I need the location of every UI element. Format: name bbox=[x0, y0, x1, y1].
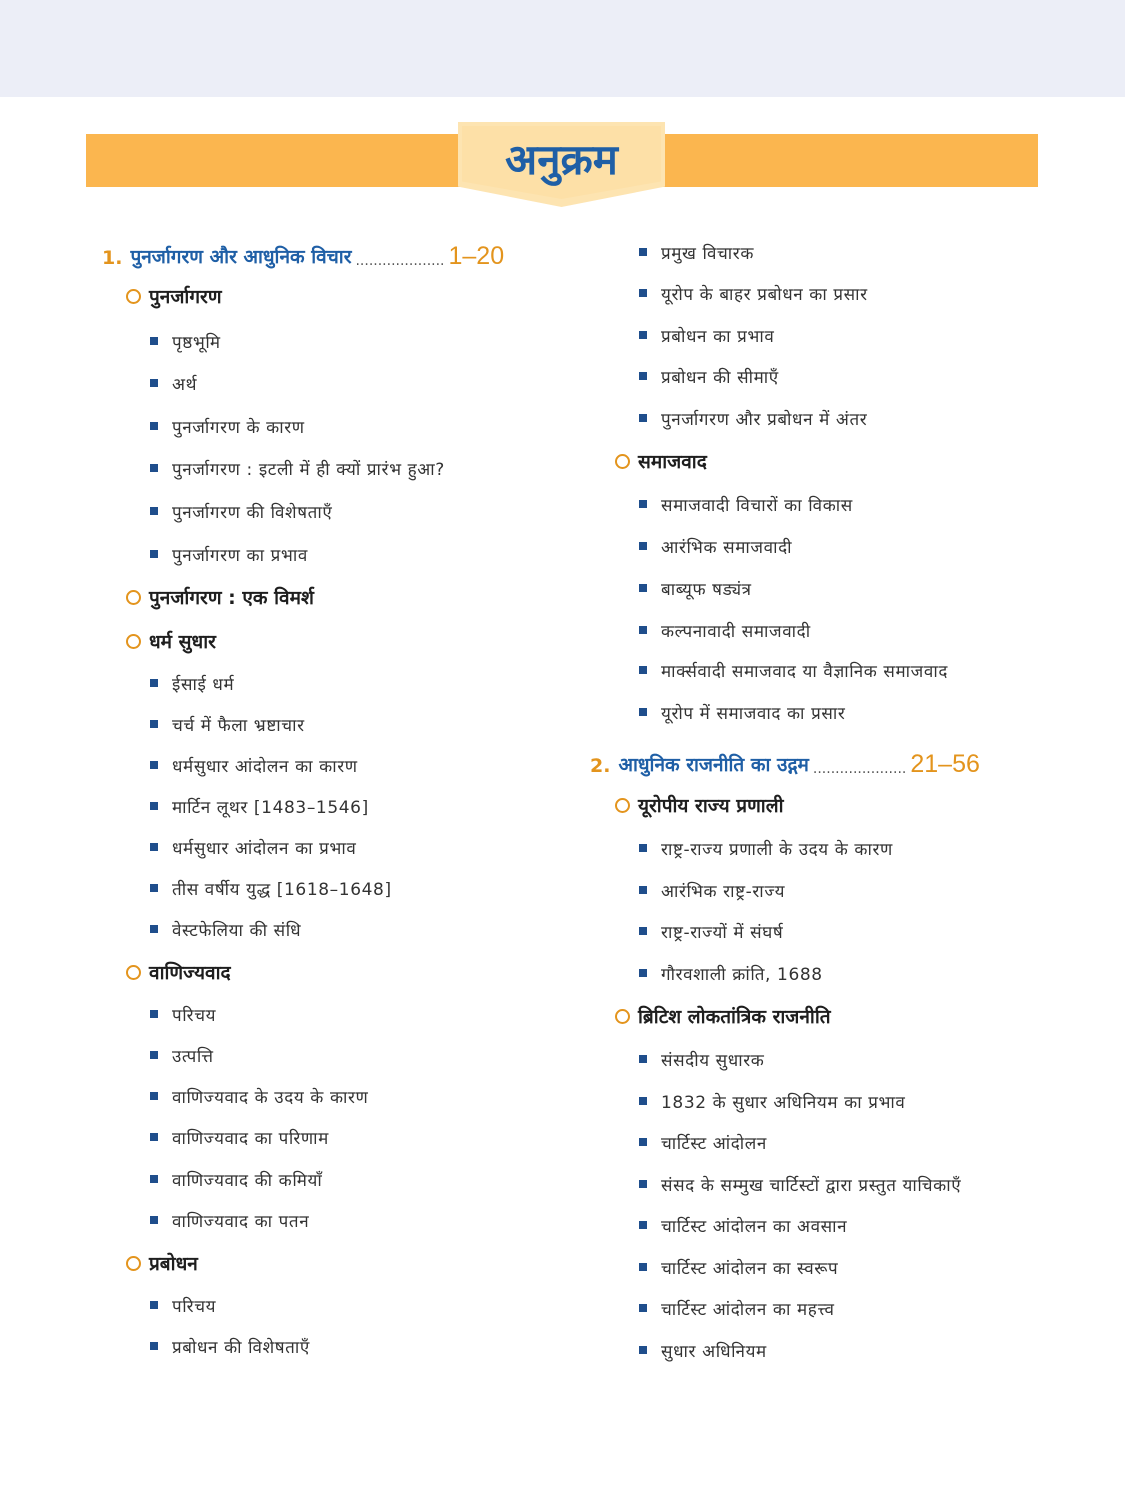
list-item[interactable] bbox=[639, 1086, 906, 1116]
item-label: चर्च में फैला भ्रष्टाचार bbox=[172, 715, 305, 736]
list-item[interactable] bbox=[639, 1252, 838, 1282]
item-label: यूरोप के बाहर प्रबोधन का प्रसार bbox=[661, 284, 868, 305]
square-bullet-icon bbox=[150, 1342, 158, 1350]
item-label: पुनर्जागरण और प्रबोधन में अंतर bbox=[661, 409, 868, 430]
list-item[interactable] bbox=[639, 833, 893, 863]
item-label: प्रबोधन की विशेषताएँ bbox=[172, 1337, 310, 1358]
square-bullet-icon bbox=[639, 542, 647, 550]
list-item[interactable] bbox=[150, 1164, 322, 1194]
square-bullet-icon bbox=[639, 1263, 647, 1271]
square-bullet-icon bbox=[639, 708, 647, 716]
square-bullet-icon bbox=[639, 844, 647, 852]
chapter-pages: 1–20 bbox=[448, 242, 505, 270]
item-label: पुनर्जागरण की विशेषताएँ bbox=[172, 502, 333, 523]
section-heading[interactable] bbox=[615, 446, 707, 476]
list-item[interactable] bbox=[150, 914, 301, 944]
square-bullet-icon bbox=[150, 464, 158, 472]
list-item[interactable] bbox=[150, 368, 197, 398]
item-label: प्रबोधन का प्रभाव bbox=[661, 326, 775, 347]
square-bullet-icon bbox=[150, 1010, 158, 1018]
item-label: परिचय bbox=[172, 1296, 217, 1317]
item-label: ईसाई धर्म bbox=[172, 674, 235, 695]
item-label: परिचय bbox=[172, 1005, 217, 1026]
list-item[interactable] bbox=[150, 453, 445, 483]
square-bullet-icon bbox=[639, 1221, 647, 1229]
item-label: पुनर्जागरण के कारण bbox=[172, 417, 305, 438]
item-label: पृष्ठभूमि bbox=[172, 332, 221, 353]
square-bullet-icon bbox=[150, 1175, 158, 1183]
list-item[interactable] bbox=[639, 1335, 767, 1365]
item-label: तीस वर्षीय युद्ध [1618–1648] bbox=[172, 879, 392, 900]
item-label: चार्टिस्ट आंदोलन bbox=[661, 1133, 767, 1154]
section-title: धर्म सुधार bbox=[149, 631, 216, 653]
item-label: धर्मसुधार आंदोलन का कारण bbox=[172, 756, 358, 777]
item-label: वाणिज्यवाद के उदय के कारण bbox=[172, 1087, 369, 1108]
square-bullet-icon bbox=[639, 248, 647, 256]
square-bullet-icon bbox=[150, 1092, 158, 1100]
list-item[interactable] bbox=[150, 1290, 216, 1320]
section-title: पुनर्जागरण bbox=[149, 286, 222, 308]
section-heading[interactable] bbox=[126, 957, 231, 987]
list-item[interactable] bbox=[639, 1293, 835, 1323]
list-item[interactable] bbox=[639, 403, 867, 433]
ring-bullet-icon bbox=[126, 634, 141, 649]
leader-dots: .................... bbox=[355, 253, 445, 269]
item-label: चार्टिस्ट आंदोलन का अवसान bbox=[661, 1216, 848, 1237]
list-item[interactable] bbox=[150, 999, 216, 1029]
square-bullet-icon bbox=[150, 1301, 158, 1309]
list-item[interactable] bbox=[150, 832, 356, 862]
list-item[interactable] bbox=[150, 1040, 214, 1070]
square-bullet-icon bbox=[639, 1138, 647, 1146]
square-bullet-icon bbox=[639, 372, 647, 380]
square-bullet-icon bbox=[150, 1216, 158, 1224]
list-item[interactable] bbox=[639, 489, 853, 519]
item-label: राष्ट्र-राज्य प्रणाली के उदय के कारण bbox=[661, 839, 893, 860]
list-item[interactable] bbox=[639, 958, 823, 988]
section-heading[interactable] bbox=[615, 790, 784, 820]
section-title: वाणिज्यवाद bbox=[149, 962, 231, 984]
item-label: आरंभिक राष्ट्र-राज्य bbox=[661, 881, 786, 902]
item-label: पुनर्जागरण का प्रभाव bbox=[172, 545, 308, 566]
item-label: मार्टिन लूथर [1483–1546] bbox=[172, 797, 369, 818]
list-item[interactable] bbox=[150, 1205, 309, 1235]
square-bullet-icon bbox=[639, 927, 647, 935]
square-bullet-icon bbox=[150, 843, 158, 851]
item-label: प्रबोधन की सीमाएँ bbox=[661, 367, 779, 388]
item-label: 1832 के सुधार अधिनियम का प्रभाव bbox=[661, 1092, 906, 1113]
section-title: यूरोपीय राज्य प्रणाली bbox=[638, 795, 784, 817]
list-item[interactable] bbox=[639, 875, 785, 905]
section-title: ब्रिटिश लोकतांत्रिक राजनीति bbox=[638, 1006, 831, 1028]
list-item[interactable] bbox=[150, 1081, 368, 1111]
item-label: वाणिज्यवाद की कमियाँ bbox=[172, 1170, 323, 1191]
item-label: वेस्टफेलिया की संधि bbox=[172, 920, 302, 941]
square-bullet-icon bbox=[639, 1097, 647, 1105]
list-item[interactable] bbox=[150, 496, 332, 526]
list-item[interactable] bbox=[639, 615, 811, 645]
chapter-title: पुनर्जागरण और आधुनिक विचार bbox=[130, 246, 352, 268]
square-bullet-icon bbox=[150, 884, 158, 892]
list-item[interactable] bbox=[639, 320, 774, 350]
square-bullet-icon bbox=[150, 720, 158, 728]
item-label: सुधार अधिनियम bbox=[661, 1341, 767, 1362]
item-label: उत्पत्ति bbox=[172, 1046, 214, 1067]
ring-bullet-icon bbox=[126, 289, 141, 304]
item-label: वाणिज्यवाद का परिणाम bbox=[172, 1128, 329, 1149]
item-label: प्रमुख विचारक bbox=[661, 243, 755, 264]
chapter-number: 1. bbox=[102, 247, 123, 269]
list-item[interactable] bbox=[150, 1331, 310, 1361]
list-item[interactable] bbox=[639, 655, 948, 685]
chapter-title: आधुनिक राजनीति का उद्गम bbox=[618, 754, 809, 776]
square-bullet-icon bbox=[639, 626, 647, 634]
square-bullet-icon bbox=[150, 337, 158, 345]
item-label: आरंभिक समाजवादी bbox=[661, 537, 793, 558]
item-label: चार्टिस्ट आंदोलन का महत्त्व bbox=[661, 1299, 835, 1320]
list-item[interactable] bbox=[150, 539, 308, 569]
square-bullet-icon bbox=[639, 666, 647, 674]
section-heading[interactable] bbox=[126, 1248, 198, 1278]
square-bullet-icon bbox=[639, 1055, 647, 1063]
item-label: राष्ट्र-राज्यों में संघर्ष bbox=[661, 922, 784, 943]
ring-bullet-icon bbox=[615, 798, 630, 813]
list-item[interactable] bbox=[150, 709, 305, 739]
chapter-1-heading[interactable] bbox=[102, 235, 504, 269]
list-item[interactable] bbox=[150, 791, 369, 821]
list-item[interactable] bbox=[639, 278, 868, 308]
list-item[interactable] bbox=[639, 1044, 764, 1074]
square-bullet-icon bbox=[639, 969, 647, 977]
section-heading[interactable] bbox=[126, 281, 222, 311]
square-bullet-icon bbox=[639, 500, 647, 508]
square-bullet-icon bbox=[150, 379, 158, 387]
square-bullet-icon bbox=[150, 550, 158, 558]
item-label: वाणिज्यवाद का पतन bbox=[172, 1211, 310, 1232]
item-label: संसदीय सुधारक bbox=[661, 1050, 765, 1071]
square-bullet-icon bbox=[150, 802, 158, 810]
list-item[interactable] bbox=[639, 1210, 847, 1240]
item-label: बाब्यूफ षड्यंत्र bbox=[661, 579, 752, 600]
section-title: समाजवाद bbox=[638, 451, 707, 473]
list-item[interactable] bbox=[150, 668, 234, 698]
list-item[interactable] bbox=[150, 411, 305, 441]
chapter-pages: 21–56 bbox=[910, 750, 980, 778]
item-label: पुनर्जागरण : इटली में ही क्यों प्रारंभ हुआ? bbox=[172, 459, 445, 480]
list-item[interactable] bbox=[639, 1169, 961, 1199]
square-bullet-icon bbox=[150, 761, 158, 769]
top-band bbox=[0, 0, 1125, 97]
page-title: अनुक्रम bbox=[505, 134, 618, 184]
list-item[interactable] bbox=[639, 1127, 767, 1157]
square-bullet-icon bbox=[150, 679, 158, 687]
list-item[interactable] bbox=[639, 916, 783, 946]
square-bullet-icon bbox=[150, 1051, 158, 1059]
ring-bullet-icon bbox=[126, 590, 141, 605]
list-item[interactable] bbox=[150, 326, 221, 356]
chapter-2-heading[interactable] bbox=[590, 743, 980, 777]
item-label: धर्मसुधार आंदोलन का प्रभाव bbox=[172, 838, 357, 859]
list-item[interactable] bbox=[639, 237, 754, 267]
section-title: पुनर्जागरण : एक विमर्श bbox=[149, 587, 314, 609]
square-bullet-icon bbox=[639, 1304, 647, 1312]
chapter-number: 2. bbox=[590, 755, 611, 777]
list-item[interactable] bbox=[639, 697, 845, 727]
square-bullet-icon bbox=[639, 584, 647, 592]
item-label: अर्थ bbox=[172, 374, 198, 395]
section-title: प्रबोधन bbox=[149, 1253, 198, 1275]
item-label: चार्टिस्ट आंदोलन का स्वरूप bbox=[661, 1258, 839, 1279]
square-bullet-icon bbox=[150, 422, 158, 430]
leader-dots: ..................... bbox=[812, 761, 907, 777]
list-item[interactable] bbox=[639, 573, 752, 603]
list-item[interactable] bbox=[150, 873, 392, 903]
square-bullet-icon bbox=[639, 886, 647, 894]
section-heading[interactable] bbox=[615, 1001, 831, 1031]
square-bullet-icon bbox=[639, 1346, 647, 1354]
square-bullet-icon bbox=[639, 289, 647, 297]
section-heading[interactable] bbox=[126, 582, 314, 612]
square-bullet-icon bbox=[150, 1133, 158, 1141]
section-heading[interactable] bbox=[126, 626, 216, 656]
item-label: यूरोप में समाजवाद का प्रसार bbox=[661, 703, 846, 724]
item-label: समाजवादी विचारों का विकास bbox=[661, 495, 853, 516]
item-label: कल्पनावादी समाजवादी bbox=[661, 621, 811, 642]
square-bullet-icon bbox=[639, 414, 647, 422]
square-bullet-icon bbox=[150, 507, 158, 515]
item-label: गौरवशाली क्रांति, 1688 bbox=[661, 964, 823, 985]
item-label: संसद के सम्मुख चार्टिस्टों द्वारा प्रस्तुत याचिकाएँ bbox=[661, 1175, 962, 1196]
list-item[interactable] bbox=[150, 750, 358, 780]
ring-bullet-icon bbox=[615, 454, 630, 469]
list-item[interactable] bbox=[150, 1122, 329, 1152]
square-bullet-icon bbox=[150, 925, 158, 933]
list-item[interactable] bbox=[639, 531, 792, 561]
square-bullet-icon bbox=[639, 331, 647, 339]
ring-bullet-icon bbox=[126, 965, 141, 980]
list-item[interactable] bbox=[639, 361, 779, 391]
ring-bullet-icon bbox=[615, 1009, 630, 1024]
square-bullet-icon bbox=[639, 1180, 647, 1188]
ring-bullet-icon bbox=[126, 1256, 141, 1271]
item-label: मार्क्सवादी समाजवाद या वैज्ञानिक समाजवाद bbox=[661, 661, 948, 682]
